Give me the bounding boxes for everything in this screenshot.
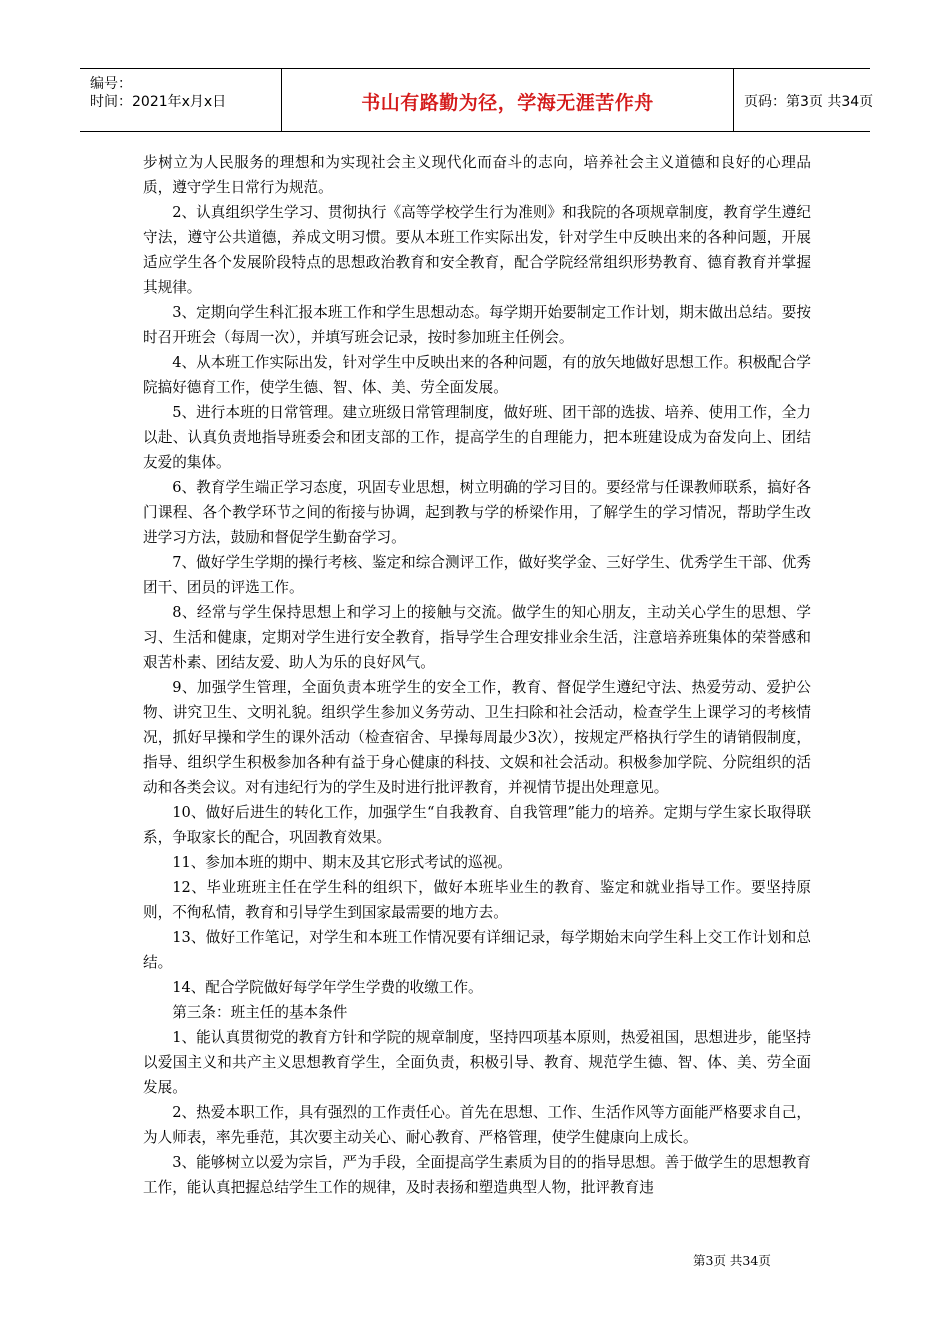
paragraph: 步树立为人民服务的理想和为实现社会主义现代化而奋斗的志向，培养社会主义道德和良好的心理品质，遵守学生日常行为规范。: [143, 154, 811, 196]
paragraph: 1、能认真贯彻党的教育方针和学院的规章制度，坚持四项基本原则，热爱祖国，思想进步，能坚持以爱国主义和共产主义思想教育学生，全面负责，积极引导、教育、规范学生德、智、体、美、劳全面发展。: [143, 1029, 811, 1096]
paragraph: 6、教育学生端正学习态度，巩固专业思想，树立明确的学习目的。要经常与任课教师联系，搞好各门课程、各个教学环节之间的衔接与协调，起到教与学的桥梁作用，了解学生的学习情况，帮助学生改进学习方法，鼓励和督促学生勤奋学习。: [143, 479, 811, 546]
paragraph: 10、做好后进生的转化工作，加强学生“自我教育、自我管理”能力的培养。定期与学生家长取得联系，争取家长的配合，巩固教育效果。: [143, 804, 811, 846]
time-label: 时间：2021年x月x日: [90, 94, 227, 110]
paragraph: 8、经常与学生保持思想上和学习上的接触与交流。做学生的知心朋友，主动关心学生的思想、学习、生活和健康，定期对学生进行安全教育，指导学生合理安排业余生活，注意培养班集体的荣誉感和艰苦朴素、团结友爱、助人为乐的良好风气。: [143, 604, 811, 671]
header-page-cell: [734, 69, 874, 131]
paragraph: 3、能够树立以爱为宗旨，严为手段，全面提高学生素质为目的的指导思想。善于做学生的思想教育工作，能认真把握总结学生工作的规律，及时表扬和塑造典型人物，批评教育违: [143, 1154, 811, 1196]
section-heading: 第三条：班主任的基本条件: [172, 1004, 348, 1021]
paragraph: 13、做好工作笔记，对学生和本班工作情况要有详细记录，每学期始末向学生科上交工作计划和总结。: [143, 929, 811, 971]
motto: 书山有路勤为径，学海无涯苦作舟: [361, 92, 654, 114]
paragraph: 12、毕业班班主任在学生科的组织下，做好本班毕业生的教育、鉴定和就业指导工作。要坚持原则，不徇私情，教育和引导学生到国家最需要的地方去。: [143, 879, 811, 921]
paragraph: 7、做好学生学期的操行考核、鉴定和综合测评工作，做好奖学金、三好学生、优秀学生干部、优秀团干、团员的评选工作。: [143, 554, 811, 596]
paragraph: 9、加强学生管理，全面负责本班学生的安全工作，教育、督促学生遵纪守法、热爱劳动、爱护公物、讲究卫生、文明礼貌。组织学生参加义务劳动、卫生扫除和社会活动，检查学生上课学习的考核情况，抓好早操和学生的课外活动（检查宿舍、早操每周最少3次），按规定严格执行学生的请销假制度，指导、组织学生积极参加各种有益于身心健康的科技、文娱和社会活动。积极参加学院、分院组织的活动和各类会议。对有违纪行为的学生及时进行批评教育，并视情节提出处理意见。: [143, 679, 811, 796]
document-body: [143, 150, 811, 1200]
paragraph: 5、进行本班的日常管理。建立班级日常管理制度，做好班、团干部的选拔、培养、使用工作，全力以赴、认真负责地指导班委会和团支部的工作，提高学生的自理能力，把本班建设成为奋发向上、团结友爱的集体。: [143, 404, 811, 471]
page-header: [80, 68, 874, 132]
paragraph: 3、定期向学生科汇报本班工作和学生思想动态。每学期开始要制定工作计划，期末做出总结。要按时召开班会（每周一次），并填写班会记录，按时参加班主任例会。: [143, 304, 811, 346]
number-label: 编号：: [90, 76, 132, 92]
paragraph: 4、从本班工作实际出发，针对学生中反映出来的各种问题，有的放矢地做好思想工作。积极配合学院搞好德育工作，使学生德、智、体、美、劳全面发展。: [143, 354, 811, 396]
paragraph: 2、认真组织学生学习、贯彻执行《高等学校学生行为准则》和我院的各项规章制度，教育学生遵纪守法，遵守公共道德，养成文明习惯。要从本班工作实际出发，针对学生中反映出来的各种问题，开展适应学生各个发展阶段特点的思想政治教育和安全教育，配合学院经常组织形势教育、德育教育并掌握其规律。: [143, 204, 811, 296]
header-info-cell: [80, 69, 282, 131]
header-motto-cell: [282, 69, 734, 131]
paragraph: 11、参加本班的期中、期末及其它形式考试的巡视。: [172, 854, 512, 871]
page-footer: 第3页 共34页: [693, 1253, 771, 1268]
paragraph: 14、配合学院做好每学年学生学费的收缴工作。: [172, 979, 483, 996]
paragraph: 2、热爱本职工作，具有强烈的工作责任心。首先在思想、工作、生活作风等方面能严格要求自己，为人师表，率先垂范，其次要主动关心、耐心教育、严格管理，使学生健康向上成长。: [143, 1104, 811, 1146]
page-label: 页码：第3页 共34页: [744, 94, 874, 110]
